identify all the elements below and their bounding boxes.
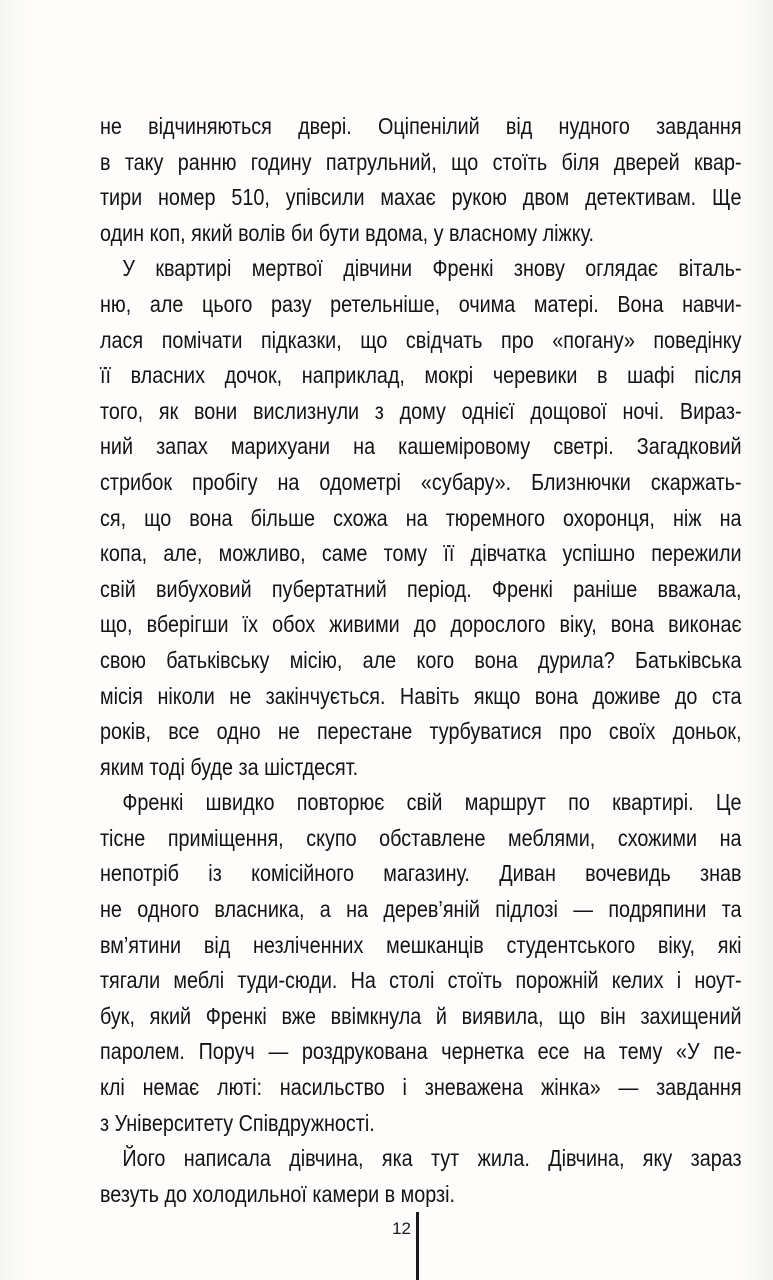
text-line: клі немає люті: насильство і зневажена жінка» — завдання (100, 1074, 742, 1101)
text-line: років, все одно не перестане турбуватися про своїх доньок, (100, 718, 742, 745)
text-line: не відчиняються двері. Оціпенілий від нудного завдання (100, 113, 742, 139)
text-line: свій вибуховий пубертатний період. Френкі раніше вважала, (100, 575, 742, 602)
text-line: того, як вони вислизнули з дому однієї дощової ночі. Вираз- (100, 397, 742, 424)
text-line: в таку ранню годину патрульний, що стоїть біля дверей квар- (100, 148, 742, 175)
paragraph (100, 785, 742, 1141)
body-text (100, 109, 742, 1212)
text-line: місія ніколи не закінчується. Навіть якщо вона доживе до ста (100, 682, 742, 709)
footer-rule (416, 1212, 419, 1280)
text-line: паролем. Поруч — роздрукована чернетка есе на тему «У пе- (100, 1038, 742, 1065)
text-line: лася помічати підказки, що свідчать про «погану» поведінку (100, 326, 742, 353)
text-line: стрибок пробігу на одометрі «субару». Близнючки скаржать- (100, 468, 742, 495)
text-line: свою батьківську місію, але кого вона дурила? Батьківська (100, 646, 742, 673)
text-line: Френкі швидко повторює свій маршрут по квартирі. Це (122, 789, 742, 816)
paragraph (100, 1141, 742, 1212)
text-line: вм’ятини від незліченних мешканців студентського віку, які (100, 931, 742, 958)
text-line: тягали меблі туди-сюди. На столі стоїть порожній келих і ноут- (100, 967, 742, 994)
text-line: тісне приміщення, скупо обставлене меблями, схожими на (100, 824, 742, 851)
text-line: її власних дочок, наприклад, мокрі черевики в шафі після (100, 362, 742, 389)
text-line: з Університету Співдружності. (100, 1109, 375, 1136)
text-line: ний запах марихуани на кашеміровому светрі. Загадковий (100, 433, 742, 460)
text-line: тири номер 510, упівсили махає рукою двом детективам. Ще (100, 184, 742, 211)
page-number: 12 (392, 1219, 411, 1238)
paragraph (100, 109, 742, 251)
paragraph (100, 251, 742, 785)
text-line: везуть до холодильної камери в морзі. (100, 1180, 455, 1207)
text-line: один коп, який волів би бути вдома, у власному ліжку. (100, 219, 595, 246)
text-line: копа, але, можливо, саме тому її дівчатка успішно пережили (100, 540, 742, 567)
text-line: У квартирі мертвої дівчини Френкі знову оглядає віталь- (122, 255, 742, 282)
text-line: ню, але цього разу ретельніше, очима матері. Вона навчи- (100, 290, 742, 317)
text-line: Його написала дівчина, яка тут жила. Дівчина, яку зараз (122, 1145, 742, 1172)
text-line: не одного власника, а на дерев’яній підлозі — подряпини та (100, 896, 742, 923)
text-line: ся, що вона більше схожа на тюремного охоронця, ніж на (100, 504, 742, 531)
text-line: бук, який Френкі вже ввімкнула й виявила, що він захищений (100, 1002, 742, 1029)
text-line: непотріб із комісійного магазину. Диван вочевидь знав (100, 860, 742, 887)
text-line: що, вберігши їх обох живими до дорослого віку, вона виконає (100, 611, 742, 638)
text-line: яким тоді буде за шістдесят. (100, 753, 359, 780)
